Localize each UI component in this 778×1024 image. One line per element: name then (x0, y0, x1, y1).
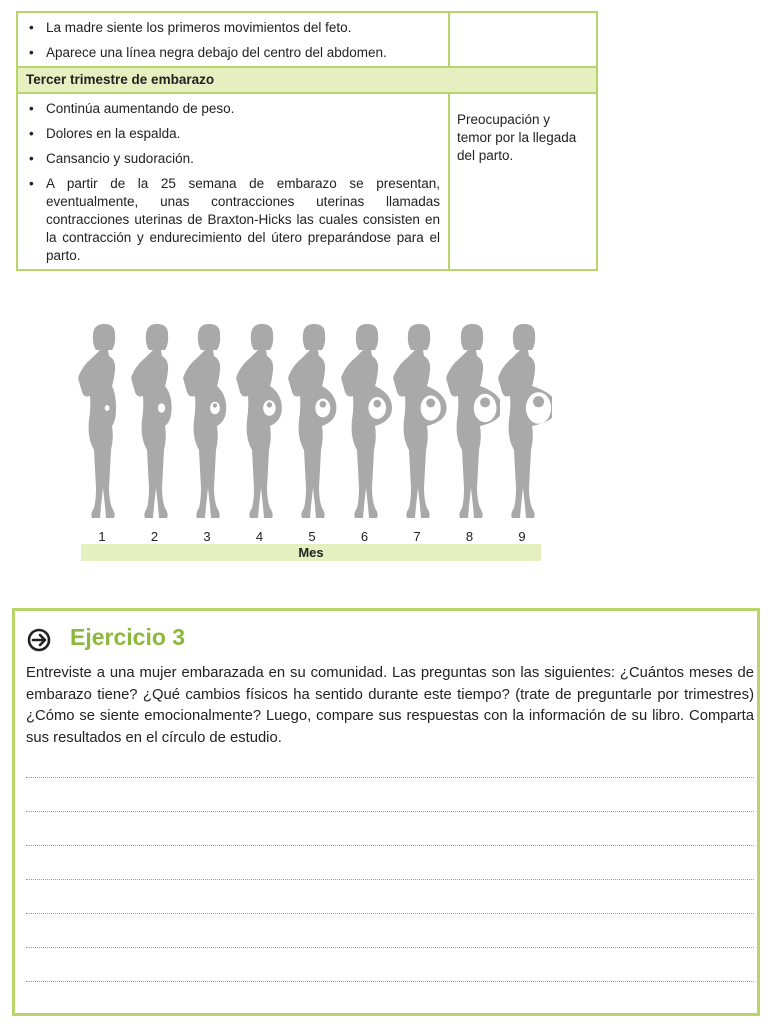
month-2-silhouette (125, 320, 185, 530)
answer-line[interactable] (26, 845, 754, 846)
month-3-silhouette (177, 320, 237, 530)
answer-line[interactable] (26, 777, 754, 778)
pregnancy-months-illustration (62, 320, 542, 565)
month-number-label: 1 (98, 529, 106, 544)
exercise-instructions: Entreviste a una mujer embarazada en su comunidad. Las preguntas son las siguientes: ¿Cuántos meses de embarazo tiene? ¿Qué cambios físicos ha sentido durante este tiempo? (trate de preguntarle por trimestres) ¿Cómo se siente emocionalmente? Luego, compare sus respuestas con la información de su libro. Comparta sus resultados en el círculo de estudio. (26, 665, 754, 746)
list-item: • Dolores en la espalda. (26, 125, 440, 143)
answer-line[interactable] (26, 947, 754, 948)
month-5-silhouette (282, 320, 342, 530)
month-1-silhouette (72, 320, 132, 530)
list-item: • Aparece una línea negra debajo del centro del abdomen. (26, 44, 440, 62)
physical-changes-cell (17, 93, 449, 270)
month-4-silhouette (230, 320, 290, 530)
emotional-changes-cell (449, 12, 597, 67)
month-9-silhouette (492, 320, 552, 530)
answer-line[interactable] (26, 913, 754, 914)
month-number-label: 8 (465, 529, 474, 544)
month-8-silhouette (440, 320, 500, 530)
list-item: • Cansancio y sudoración. (26, 150, 440, 168)
arrow-right-circle-icon (27, 628, 51, 652)
month-number-label: 6 (360, 529, 369, 544)
month-number-label: 5 (308, 529, 316, 544)
month-number-label: 7 (413, 529, 421, 544)
answer-line[interactable] (26, 879, 754, 880)
section-header-third-trimester: Tercer trimestre de embarazo (17, 67, 597, 93)
exercise-box (12, 608, 760, 1016)
list-item: • Continúa aumentando de peso. (26, 100, 440, 118)
month-6-silhouette (335, 320, 395, 530)
pregnancy-changes-table (16, 11, 598, 271)
exercise-title: Ejercicio 3 (70, 624, 186, 650)
list-item: • A partir de la 25 semana de embarazo se presentan, eventualmente, unas contracciones uterinas llamadas contracciones uterinas de Braxton-Hicks las cuales consisten en la contracción y endurecimiento del útero preparándose para el parto. (26, 175, 440, 265)
month-number-label: 3 (203, 529, 211, 544)
month-number-label: 2 (150, 529, 159, 544)
month-axis-label: Mes (81, 544, 541, 561)
answer-line[interactable] (26, 981, 754, 982)
month-7-silhouette (387, 320, 447, 530)
emotional-changes-cell: Preocupación y temor por la llegada del parto. (449, 93, 597, 270)
answer-line[interactable] (26, 811, 754, 812)
month-number-label: 9 (518, 529, 526, 544)
month-number-label: 4 (255, 529, 264, 544)
physical-changes-cell (17, 12, 449, 67)
list-item: • La madre siente los primeros movimientos del feto. (26, 19, 440, 37)
